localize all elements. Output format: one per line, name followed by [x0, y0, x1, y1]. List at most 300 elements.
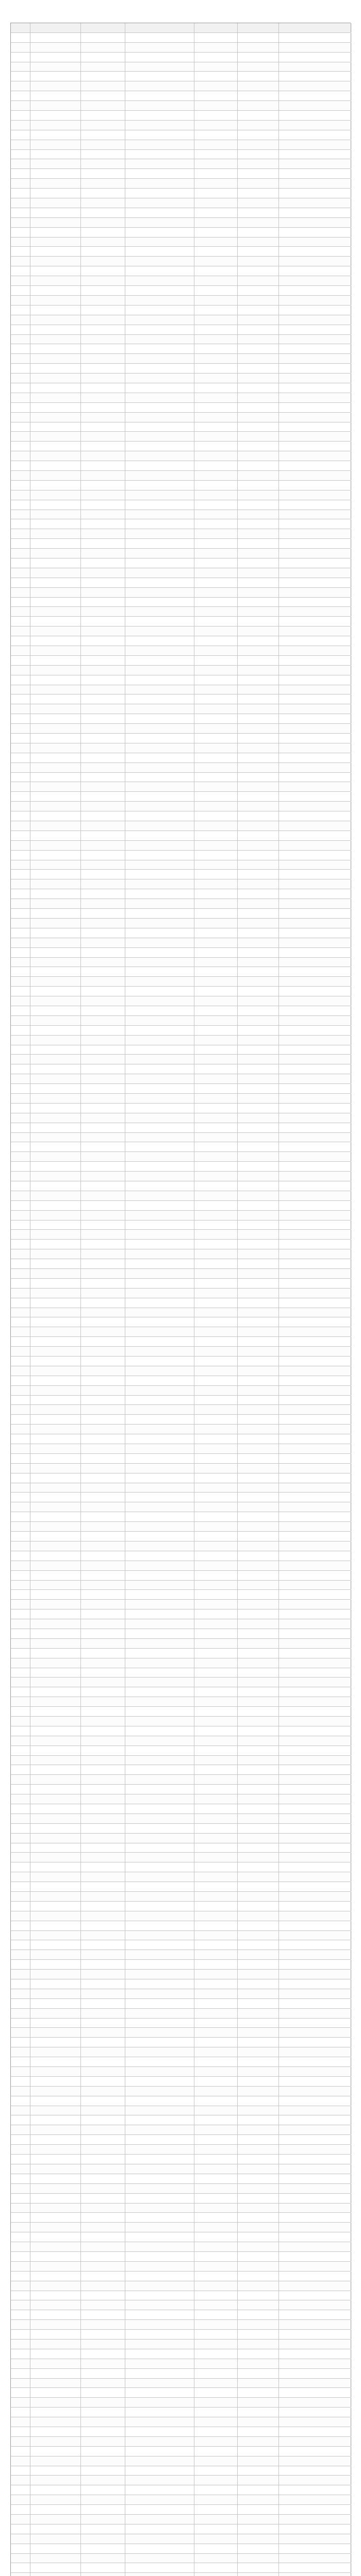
table-cell: [279, 1814, 351, 1823]
table-cell: [81, 344, 125, 353]
table-row: [10, 870, 351, 879]
table-row: [10, 1181, 351, 1191]
table-cell: [279, 179, 351, 188]
table-cell: [81, 1551, 125, 1561]
table-cell: [30, 2300, 81, 2310]
table-cell: [81, 1084, 125, 1093]
table-cell: [279, 1717, 351, 1726]
table-cell: [279, 2164, 351, 2174]
table-cell: [238, 2524, 279, 2534]
table-cell: [81, 2320, 125, 2329]
table-cell: [238, 1444, 279, 1453]
table-cell: [194, 1775, 238, 1784]
table-row: [10, 1337, 351, 1347]
table-cell: [279, 1639, 351, 1648]
table-row: [10, 2437, 351, 2447]
table-row: [10, 1736, 351, 1746]
table-cell: [30, 1483, 81, 1493]
table-cell: [279, 286, 351, 295]
table-cell: [81, 1736, 125, 1745]
table-row: [10, 306, 351, 315]
table-cell: [238, 1172, 279, 1181]
table-row: [10, 2194, 351, 2204]
table-cell: [30, 1289, 81, 1298]
table-cell: [30, 996, 81, 1006]
table-cell: [194, 2223, 238, 2232]
table-cell: [30, 2476, 81, 2485]
table-cell: [238, 1639, 279, 1648]
table-cell: [238, 2087, 279, 2096]
table-cell: [279, 150, 351, 159]
table-row: [10, 1289, 351, 1298]
table-cell: [30, 870, 81, 879]
table-cell: [11, 1036, 30, 1045]
table-cell: [238, 996, 279, 1006]
table-cell: [30, 1687, 81, 1697]
table-cell: [194, 539, 238, 548]
table-cell: [11, 636, 30, 646]
table-cell: [238, 2291, 279, 2300]
table-cell: [279, 43, 351, 52]
table-cell: [30, 2330, 81, 2339]
table-cell: [81, 773, 125, 782]
table-cell: [238, 1405, 279, 1414]
table-cell: [125, 2495, 194, 2504]
table-cell: [11, 1464, 30, 1473]
table-cell: [30, 1639, 81, 1648]
table-cell: [194, 2291, 238, 2300]
table-cell: [30, 1794, 81, 1804]
table-cell: [194, 948, 238, 957]
table-cell: [81, 451, 125, 461]
table-cell: [125, 2009, 194, 2018]
table-cell: [11, 2300, 30, 2310]
table-cell: [125, 1396, 194, 1405]
table-cell: [125, 1434, 194, 1444]
table-cell: [125, 189, 194, 198]
table-cell: [125, 1259, 194, 1268]
table-cell: [279, 2106, 351, 2115]
table-cell: [279, 218, 351, 227]
table-cell: [279, 948, 351, 957]
table-cell: [81, 442, 125, 451]
table-cell: [125, 218, 194, 227]
table-cell: [81, 1629, 125, 1638]
table-row: [10, 481, 351, 490]
table-cell: [279, 2281, 351, 2291]
table-cell: [30, 393, 81, 402]
table-cell: [279, 1541, 351, 1551]
table-cell: [238, 101, 279, 110]
table-cell: [30, 636, 81, 646]
table-cell: [11, 1522, 30, 1531]
table-cell: [279, 996, 351, 1006]
table-cell: [238, 1473, 279, 1483]
table-cell: [194, 2456, 238, 2466]
table-cell: [30, 2232, 81, 2242]
table-cell: [279, 1522, 351, 1531]
table-cell: [279, 841, 351, 850]
table-cell: [81, 1425, 125, 1434]
table-cell: [125, 1775, 194, 1784]
table-cell: [279, 2369, 351, 2378]
table-cell: [81, 1454, 125, 1463]
table-cell: [238, 247, 279, 256]
table-cell: [81, 257, 125, 266]
table-cell: [279, 238, 351, 247]
table-cell: [11, 1872, 30, 1882]
table-cell: [11, 588, 30, 597]
table-cell: [125, 2155, 194, 2164]
table-cell: [279, 2038, 351, 2047]
table-cell: [125, 1045, 194, 1055]
table-row: [10, 1366, 351, 1376]
table-cell: [11, 2310, 30, 2319]
table-cell: [11, 1843, 30, 1853]
table-cell: [194, 2077, 238, 2086]
table-row: [10, 1950, 351, 1960]
table-cell: [279, 1882, 351, 1891]
table-cell: [30, 1181, 81, 1191]
table-cell: [194, 1931, 238, 1940]
table-cell: [279, 62, 351, 72]
table-cell: [279, 1386, 351, 1395]
table-cell: [125, 1658, 194, 1668]
table-cell: [279, 413, 351, 422]
table-cell: [194, 889, 238, 899]
table-row: [10, 1804, 351, 1814]
table-row: [10, 2106, 351, 2116]
table-cell: [11, 773, 30, 782]
table-cell: [11, 549, 30, 558]
table-cell: [30, 2057, 81, 2066]
table-row: [10, 43, 351, 53]
table-cell: [194, 919, 238, 928]
table-cell: [11, 2009, 30, 2018]
table-cell: [11, 958, 30, 967]
table-cell: [279, 189, 351, 198]
table-cell: [238, 2515, 279, 2524]
table-cell: [194, 2417, 238, 2427]
table-cell: [30, 831, 81, 840]
table-cell: [238, 2057, 279, 2066]
table-cell: [11, 792, 30, 801]
table-cell: [30, 1892, 81, 1901]
table-cell: [125, 374, 194, 383]
table-cell: [11, 2106, 30, 2115]
table-cell: [238, 383, 279, 393]
table-cell: [279, 1736, 351, 1745]
table-cell: [279, 1415, 351, 1424]
table-cell: [125, 1571, 194, 1580]
table-cell: [81, 1756, 125, 1765]
table-cell: [279, 1269, 351, 1278]
table-cell: [194, 938, 238, 947]
table-cell: [238, 2534, 279, 2544]
table-cell: [30, 1230, 81, 1239]
table-cell: [279, 2067, 351, 2076]
table-cell: [238, 2174, 279, 2183]
table-cell: [11, 1094, 30, 1103]
table-row: [10, 1834, 351, 1843]
table-cell: [238, 2067, 279, 2076]
table-row: [10, 471, 351, 481]
table-cell: [279, 675, 351, 685]
table-cell: [125, 315, 194, 325]
table-cell: [125, 72, 194, 81]
table-cell: [279, 1794, 351, 1804]
table-row: [10, 1532, 351, 1541]
table-cell: [11, 1055, 30, 1064]
table-cell: [30, 1921, 81, 1930]
table-row: [10, 208, 351, 218]
table-row: [10, 626, 351, 636]
table-cell: [81, 286, 125, 295]
table-row: [10, 1756, 351, 1766]
table-cell: [194, 1006, 238, 1015]
table-cell: [238, 1327, 279, 1336]
table-cell: [279, 685, 351, 694]
table-cell: [81, 1444, 125, 1453]
table-cell: [30, 2028, 81, 2037]
column-header: [30, 23, 81, 32]
table-cell: [81, 208, 125, 217]
table-cell: [238, 1191, 279, 1200]
table-cell: [81, 121, 125, 130]
table-cell: [194, 1756, 238, 1765]
table-cell: [194, 1473, 238, 1483]
table-cell: [194, 1133, 238, 1142]
table-row: [10, 1493, 351, 1502]
table-cell: [238, 879, 279, 889]
table-cell: [81, 646, 125, 655]
table-cell: [81, 2534, 125, 2544]
table-cell: [194, 2281, 238, 2291]
table-cell: [194, 1853, 238, 1862]
table-cell: [81, 2447, 125, 2456]
table-cell: [279, 1590, 351, 1599]
table-cell: [125, 1590, 194, 1599]
table-cell: [194, 422, 238, 432]
table-cell: [81, 140, 125, 149]
table-cell: [30, 1834, 81, 1843]
table-row: [10, 393, 351, 403]
table-cell: [30, 2554, 81, 2563]
table-cell: [11, 471, 30, 480]
table-row: [10, 1113, 351, 1123]
table-cell: [125, 1464, 194, 1473]
table-cell: [81, 1512, 125, 1521]
table-cell: [194, 296, 238, 305]
table-cell: [279, 266, 351, 276]
table-cell: [279, 1113, 351, 1123]
table-cell: [279, 2524, 351, 2534]
table-cell: [11, 870, 30, 879]
table-cell: [279, 1970, 351, 1979]
table-row: [10, 598, 351, 607]
table-cell: [279, 1746, 351, 1755]
table-cell: [30, 1493, 81, 1502]
table-cell: [238, 2009, 279, 2018]
table-cell: [30, 91, 81, 100]
table-row: [10, 996, 351, 1006]
table-cell: [30, 1094, 81, 1103]
table-cell: [30, 1425, 81, 1434]
table-row: [10, 218, 351, 228]
table-cell: [81, 1298, 125, 1308]
table-cell: [279, 821, 351, 831]
table-cell: [11, 2485, 30, 2495]
table-cell: [30, 1026, 81, 1035]
table-cell: [238, 1123, 279, 1132]
table-cell: [125, 1853, 194, 1862]
table-cell: [81, 1960, 125, 1969]
table-cell: [30, 2447, 81, 2456]
table-cell: [194, 286, 238, 295]
table-cell: [238, 2447, 279, 2456]
table-cell: [194, 1522, 238, 1531]
table-row: [10, 130, 351, 140]
table-cell: [194, 471, 238, 480]
table-row: [10, 519, 351, 529]
table-cell: [279, 743, 351, 753]
table-cell: [238, 1181, 279, 1191]
table-cell: [194, 1444, 238, 1453]
table-cell: [30, 72, 81, 81]
table-cell: [30, 471, 81, 480]
table-cell: [30, 1357, 81, 1366]
table-cell: [30, 782, 81, 791]
table-row: [10, 948, 351, 958]
table-cell: [125, 2135, 194, 2144]
table-cell: [194, 1794, 238, 1804]
table-cell: [125, 782, 194, 791]
table-cell: [125, 257, 194, 266]
table-row: [10, 2456, 351, 2466]
table-row: [10, 1396, 351, 1405]
table-cell: [194, 2145, 238, 2154]
table-cell: [125, 2554, 194, 2563]
table-cell: [194, 1483, 238, 1493]
table-cell: [194, 646, 238, 655]
table-cell: [238, 2272, 279, 2281]
table-row: [10, 1765, 351, 1775]
table-row: [10, 1191, 351, 1201]
table-cell: [238, 1142, 279, 1151]
table-cell: [81, 1464, 125, 1473]
table-cell: [125, 2223, 194, 2232]
table-cell: [279, 140, 351, 149]
table-row: [10, 1619, 351, 1629]
table-cell: [81, 490, 125, 500]
table-cell: [194, 490, 238, 500]
table-cell: [279, 1425, 351, 1434]
table-cell: [194, 1707, 238, 1716]
table-cell: [81, 101, 125, 110]
table-row: [10, 374, 351, 383]
table-cell: [194, 2242, 238, 2251]
table-cell: [11, 266, 30, 276]
table-cell: [125, 811, 194, 821]
table-cell: [194, 1892, 238, 1901]
table-cell: [279, 2262, 351, 2271]
table-cell: [279, 694, 351, 704]
table-row: [10, 1201, 351, 1211]
table-cell: [279, 101, 351, 110]
table-cell: [11, 948, 30, 957]
table-cell: [194, 247, 238, 256]
table-cell: [11, 1814, 30, 1823]
table-cell: [11, 1006, 30, 1015]
table-cell: [81, 1581, 125, 1590]
table-cell: [30, 315, 81, 325]
table-cell: [125, 753, 194, 762]
table-cell: [125, 2028, 194, 2037]
table-cell: [11, 432, 30, 441]
table-cell: [238, 773, 279, 782]
table-cell: [125, 743, 194, 753]
table-cell: [238, 1658, 279, 1668]
table-cell: [81, 1677, 125, 1687]
table-cell: [194, 1872, 238, 1882]
table-cell: [194, 598, 238, 607]
table-cell: [11, 1551, 30, 1561]
table-cell: [194, 977, 238, 986]
table-row: [10, 1687, 351, 1697]
table-row: [10, 1415, 351, 1425]
table-cell: [125, 879, 194, 889]
table-row: [10, 2310, 351, 2320]
table-cell: [238, 987, 279, 996]
table-cell: [238, 1386, 279, 1395]
table-cell: [11, 101, 30, 110]
table-cell: [81, 1571, 125, 1580]
table-cell: [11, 2417, 30, 2427]
table-cell: [30, 2310, 81, 2319]
table-cell: [81, 413, 125, 422]
page-title: [0, 3, 361, 11]
table-cell: [11, 2096, 30, 2106]
table-cell: [194, 1697, 238, 1706]
table-row: [10, 1794, 351, 1804]
table-cell: [81, 539, 125, 548]
table-cell: [11, 422, 30, 432]
table-cell: [11, 2554, 30, 2563]
table-cell: [30, 967, 81, 976]
table-row: [10, 1707, 351, 1717]
table-cell: [11, 1074, 30, 1083]
table-cell: [194, 1201, 238, 1210]
column-header: [194, 23, 238, 32]
table-cell: [11, 996, 30, 1006]
table-cell: [125, 247, 194, 256]
table-cell: [11, 344, 30, 353]
table-cell: [194, 1804, 238, 1814]
table-cell: [125, 2145, 194, 2154]
table-cell: [30, 1016, 81, 1025]
table-cell: [194, 159, 238, 168]
table-cell: [194, 1561, 238, 1570]
table-cell: [30, 325, 81, 334]
table-cell: [238, 519, 279, 529]
table-row: [10, 257, 351, 266]
table-cell: [279, 2340, 351, 2349]
table-cell: [30, 1804, 81, 1814]
table-row: [10, 1104, 351, 1113]
table-cell: [279, 578, 351, 587]
table-cell: [11, 481, 30, 490]
table-cell: [238, 967, 279, 976]
